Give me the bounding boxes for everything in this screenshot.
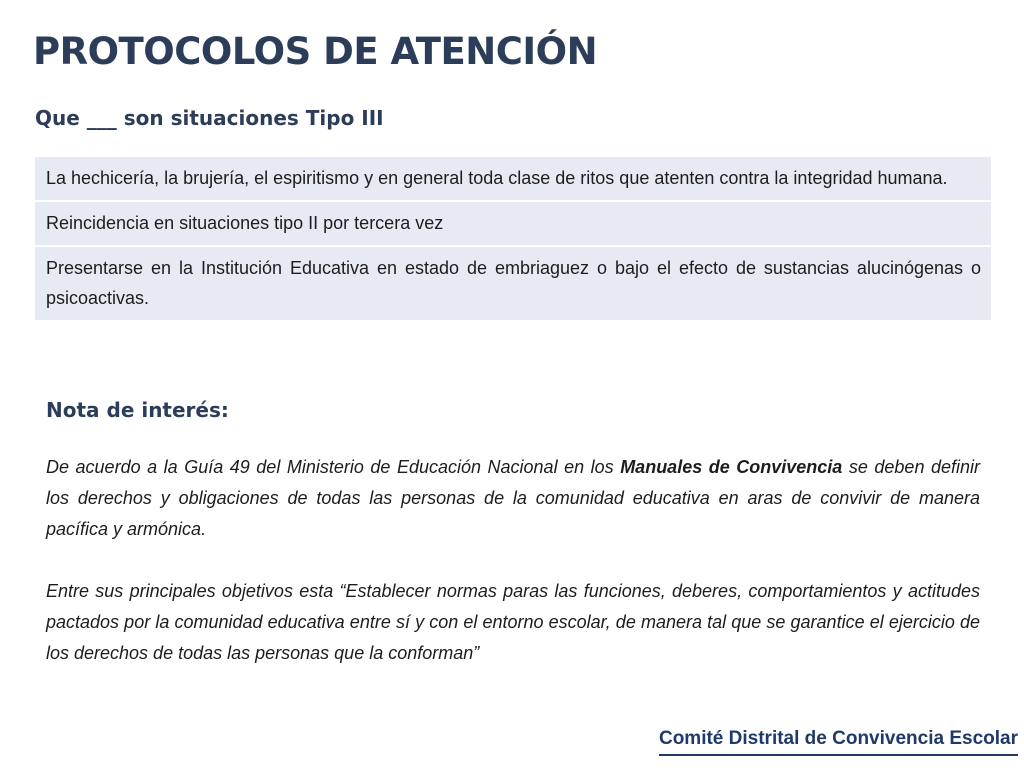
- note-heading: Nota de interés:: [46, 398, 229, 422]
- page-title: PROTOCOLOS DE ATENCIÓN: [33, 30, 598, 73]
- note-emphasis: Manuales de Convivencia: [620, 457, 843, 477]
- situations-table: [35, 157, 991, 322]
- page-subtitle: Que ___ son situaciones Tipo III: [35, 106, 384, 130]
- situation-cell: La hechicería, la brujería, el espiritismo y en general toda clase de ritos que atenten contra la integridad humana.: [35, 157, 991, 202]
- note-text: De acuerdo a la Guía 49 del Ministerio de Educación Nacional en los: [46, 457, 621, 477]
- situation-cell: Reincidencia en situaciones tipo II por tercera vez: [35, 202, 991, 247]
- note-paragraph: [46, 452, 980, 545]
- table-row: [35, 202, 991, 247]
- note-text: se deben definir los derechos y obligaciones de todas las personas de la comunidad educativa en aras de convivir de manera pacífica y armónica.: [46, 457, 981, 539]
- table-row: [35, 157, 991, 202]
- table-row: [35, 247, 991, 322]
- situation-cell: Presentarse en la Institución Educativa en estado de embriaguez o bajo el efecto de sustancias alucinógenas o psicoactivas.: [35, 247, 991, 322]
- note-paragraph: Entre sus principales objetivos esta “Establecer normas paras las funciones, deberes, comportamientos y actitudes pactados por la comunidad educativa entre sí y con el entorno escolar, de manera tal que se garantice el ejercicio de los derechos de todas las personas que la conforman”: [46, 581, 980, 663]
- footer-credit: Comité Distrital de Convivencia Escolar: [659, 728, 1018, 756]
- note-body: [46, 452, 980, 669]
